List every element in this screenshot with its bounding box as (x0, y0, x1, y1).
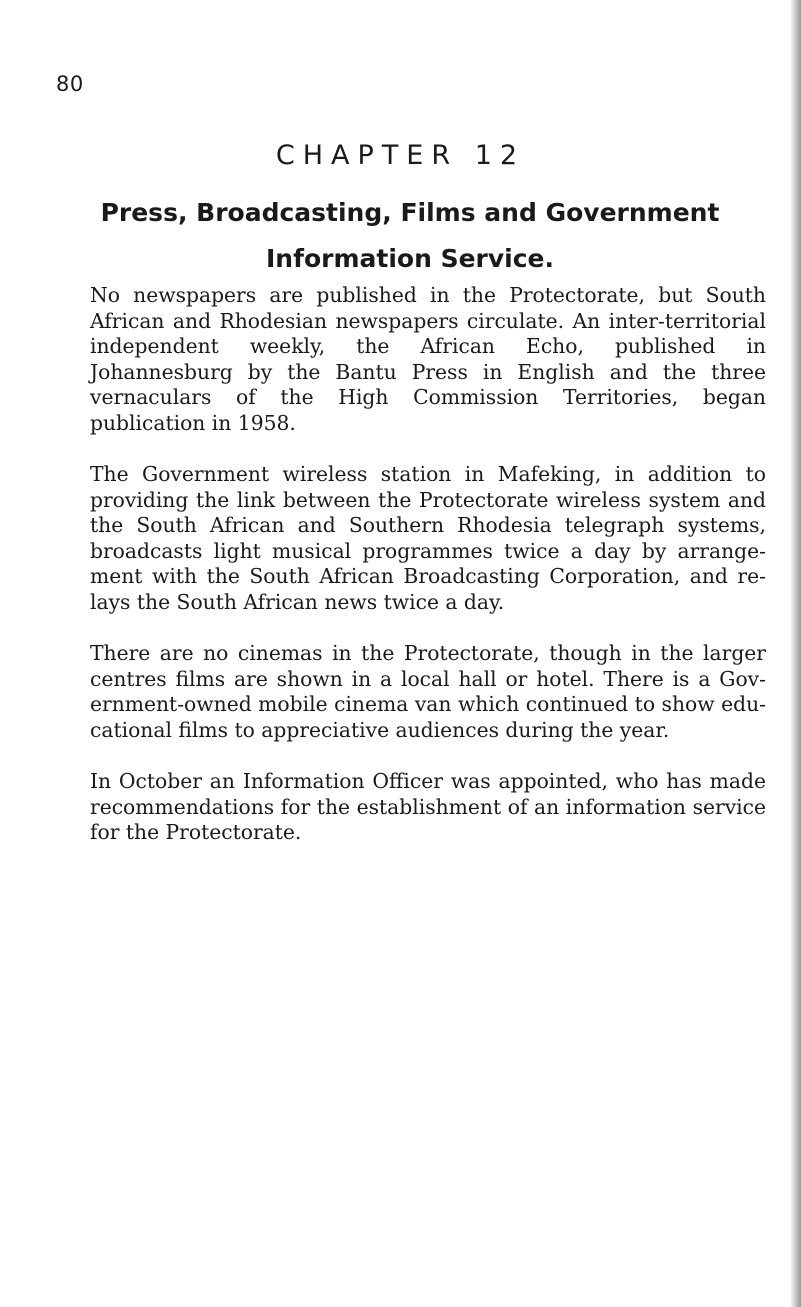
chapter-heading: CHAPTER 12 (275, 140, 526, 171)
page-number: 80 (56, 72, 84, 96)
section-title: Press, Broadcasting, Films and Government Information Service. (100, 198, 720, 273)
body-text (90, 283, 766, 872)
paragraph-newspapers: No newspapers are published in the Protectorate, but South African and Rhodesian newspapers circulate. An inter-territorial independent weekly, the African Echo, published in Johannesburg by the Bantu Press in English and the three vernaculars of the High Commission Territories, began publication in 1958. (90, 283, 766, 435)
paragraph-broadcasting: The Government wireless station in Mafeking, in addition to providing the link between the Protectorate wireless system and the South African and Southern Rhodesia telegraph systems, broadcasts light musical programmes twice a day by arrangement with the South African Broadcasting Corporation, and relays the South African news twice a day. (90, 462, 766, 614)
page-edge-shadow (791, 0, 801, 1307)
paragraph-films: There are no cinemas in the Protectorate, though in the larger centres films are shown in a local hall or hotel. There is a Government-owned mobile cinema van which continued to show educational films to appreciative audiences during the year. (90, 641, 766, 742)
paragraph-information-service: In October an Information Officer was appointed, who has made recommendations for the establishment of an information service for the Protectorate. (90, 769, 766, 844)
